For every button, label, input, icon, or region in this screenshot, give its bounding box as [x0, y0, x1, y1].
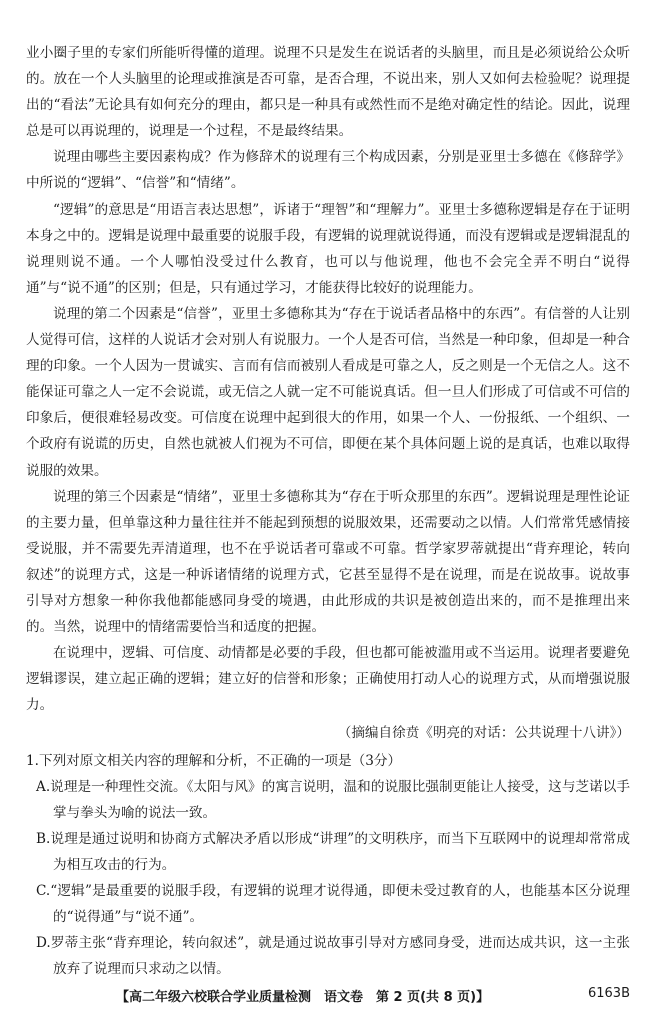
option-a: A.说理是一种理性交流。《太阳与风》的寓言说明，温和的说服比强制更能让人接受，这与芝诺以手掌与拳头为喻的说法一致。	[36, 778, 630, 821]
footer-exam-info: 【高二年级六校联合学业质量检测 语文卷 第 2 页(共 8 页)】	[116, 990, 490, 1005]
source-citation: （摘编自徐贲《明亮的对话：公共说理十八讲》）	[337, 725, 630, 742]
question-stem: 1.下列对原文相关内容的理解和分析，不正确的一项是（3分）	[26, 752, 402, 769]
option-c: C.“逻辑”是最重要的说服手段，有逻辑的说理才说得通，即便未受过教育的人，也能基本区分说理的“说得通”与“说不通”。	[36, 883, 630, 926]
option-b: B.说理是通过说明和协商方式解决矛盾以形成“讲理”的文明秩序，而当下互联网中的说理却常常成为相互攻击的行为。	[36, 830, 630, 873]
paragraph-5: 说理的第三个因素是“情绪”，亚里士多德称其为“存在于听众那里的东西”。逻辑说理是理性论证的主要力量，但单靠这种力量往往并不能起到预想的说服效果，还需要动之以情。人们常常凭感情接受说服，并不需要先弄清道理，也不在乎说话者可靠或不可靠。哲学家罗蒂就提出“背弃理论，转向叙述”的说理方式，这是一种诉诸情绪的说理方式，它甚至显得不是在说理，而是在说故事。说故事引导对方想象一种你我他都能感同身受的境遇，由此形成的共识是被创造出来的，而不是推理出来的。当然，说理中的情绪需要恰当和适度的把握。	[26, 488, 630, 636]
paragraph-4: 说理的第二个因素是“信誉”，亚里士多德称其为“存在于说话者品格中的东西”。有信誉的人让别人觉得可信，这样的人说话才会对别人有说服力。一个人是否可信，当然是一种印象，但却是一种合理的印象。一个人因为一贯诚实、言而有信而被别人看成是可靠之人，反之则是一个无信之人。这不能保证可靠之人一定不会说谎，或无信之人就一定不可能说真话。但一旦人们形成了可信或不可信的印象后，便很难轻易改变。可信度在说理中起到很大的作用，如果一个人、一份报纸、一个组织、一个政府有说谎的历史，自然也就被人们视为不可信，即便在某个具体问题上说的是真话，也难以取得说服的效果。	[26, 305, 630, 479]
paragraph-2: 说理由哪些主要因素构成？作为修辞术的说理有三个构成因素，分别是亚里士多德在《修辞学》中所说的“逻辑”、“信誉”和“情绪”。	[26, 149, 630, 192]
article-content	[26, 40, 630, 982]
paragraph-1: 业小圈子里的专家们所能听得懂的道理。说理不只是发生在说话者的头脑里，而且是必须说给公众听的。放在一个人头脑里的论理或推演是否可靠，是否合理，不说出来，别人又如何去检验呢？说理提出的“看法”无论具有如何充分的理由，都只是一种具有或然性而不是绝对确定性的结论。因此，说理总是可以再说理的，说理是一个过程，不是最终结果。	[26, 45, 630, 140]
footer-paper-code: 6163B	[587, 986, 630, 1001]
option-d: D.罗蒂主张“背弃理论，转向叙述”，就是通过说故事引导对方感同身受，进而达成共识，这一主张放弃了说理而只求动之以情。	[36, 935, 630, 978]
paragraph-3: “逻辑”的意思是“用语言表达思想”，诉诸于“理智”和“理解力”。亚里士多德称逻辑是存在于证明本身之中的。逻辑是说理中最重要的说服手段，有逻辑的说理就说得通，而没有逻辑或是逻辑混乱的说理则说不通。一个人哪怕没受过什么教育，也可以与他说理，他也不会完全弄不明白“说得通”与“说不通”的区别；但是，只有通过学习，才能获得比较好的说理能力。	[26, 201, 630, 296]
paragraph-6: 在说理中，逻辑、可信度、动情都是必要的手段，但也都可能被滥用或不当运用。说理者要避免逻辑谬误，建立起正确的逻辑；建立好的信誉和形象；正确使用打动人心的说理方式，从而增强说服力。	[26, 645, 630, 714]
